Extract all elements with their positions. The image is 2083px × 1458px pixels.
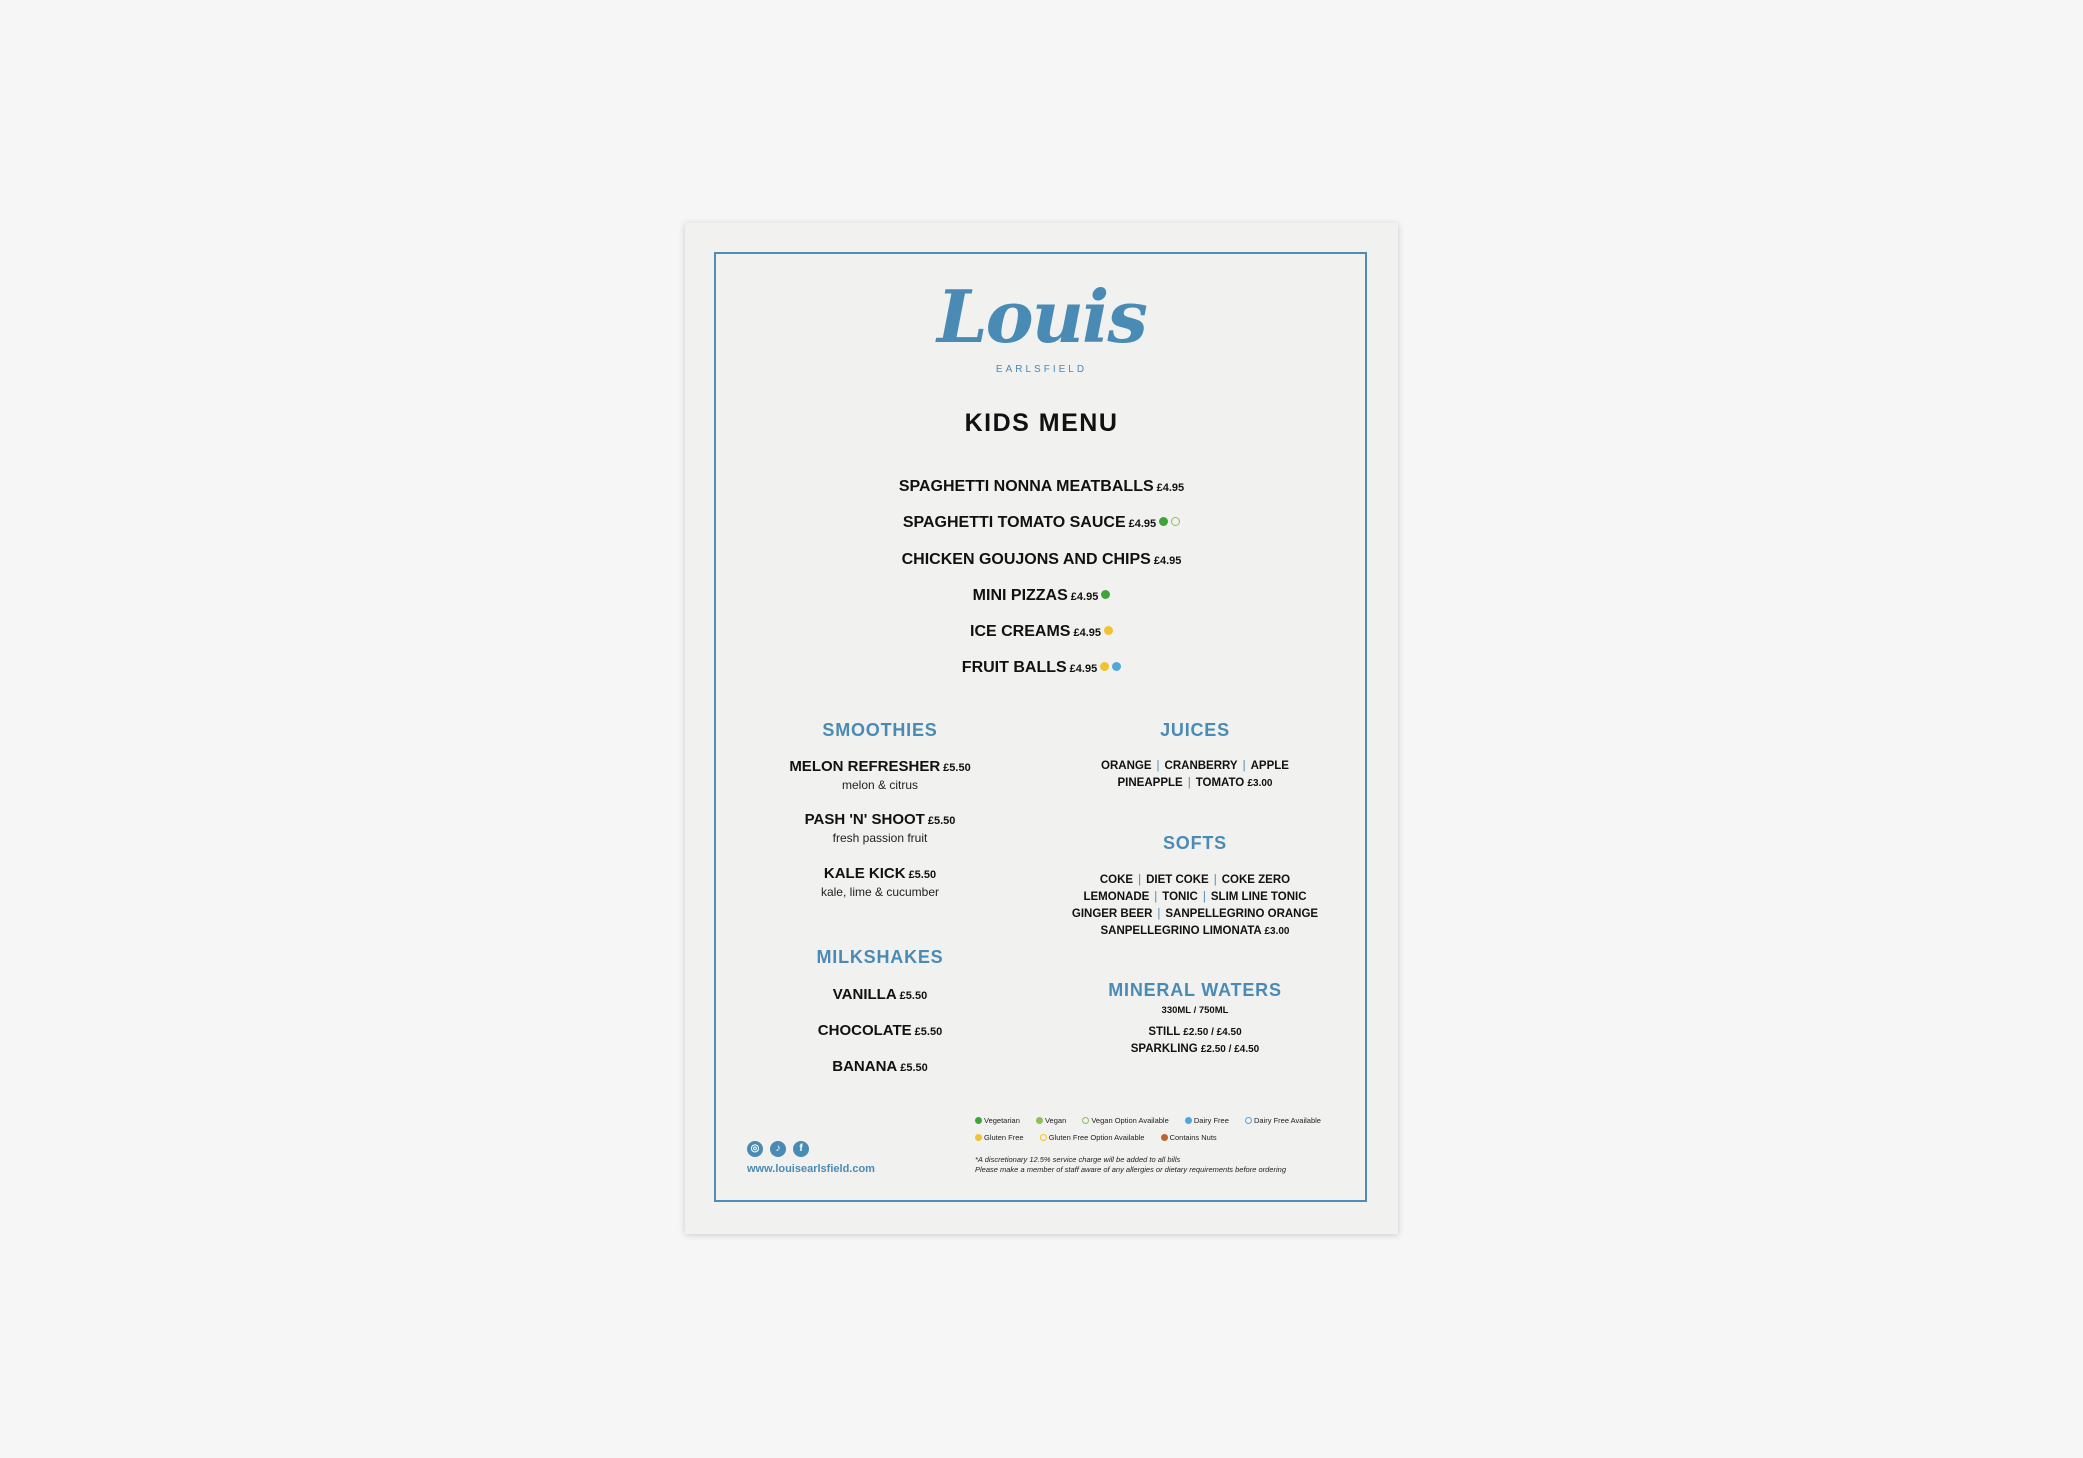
facebook-icon[interactable]: f bbox=[793, 1141, 809, 1157]
legend-label: Vegan bbox=[1044, 1116, 1067, 1125]
vegan-icon bbox=[1036, 1117, 1043, 1124]
item-name: FRUIT BALLS bbox=[961, 659, 1067, 676]
juices-line: ORANGE | CRANBERRY | APPLE bbox=[1101, 760, 1289, 772]
right-column bbox=[1040, 223, 1350, 1223]
juices-line: PINEAPPLE | TOMATO £3.00 bbox=[1117, 777, 1273, 789]
item-name: SPAGHETTI TOMATO SAUCE bbox=[902, 514, 1126, 531]
item-price: £2.50 / £4.50 bbox=[1200, 1044, 1260, 1055]
legend-label: Gluten Free bbox=[984, 1133, 1024, 1142]
item-name: MINI PIZZAS bbox=[972, 587, 1068, 604]
page-title: KIDS MENU bbox=[964, 409, 1119, 437]
social-links bbox=[747, 1138, 816, 1157]
logo-location: EARLSFIELD bbox=[995, 364, 1088, 375]
drink-name: SPARKLING bbox=[1130, 1043, 1198, 1055]
item-price: £4.95 bbox=[1156, 482, 1185, 494]
logo-wordmark: Louis bbox=[937, 274, 1146, 359]
drink-name: PINEAPPLE bbox=[1117, 777, 1183, 789]
legend-label: Contains Nuts bbox=[1169, 1133, 1217, 1142]
drink-name: DIET COKE bbox=[1146, 874, 1209, 886]
item-name: CHICKEN GOUJONS AND CHIPS bbox=[901, 551, 1151, 568]
softs-line: COKE | DIET COKE | COKE ZERO bbox=[1099, 874, 1291, 886]
drink-name: STILL bbox=[1148, 1026, 1181, 1038]
water-line bbox=[1040, 1043, 1350, 1055]
item-price: £4.95 bbox=[1070, 591, 1099, 603]
section-heading-softs: SOFTS bbox=[1162, 833, 1227, 853]
drink-name: TOMATO bbox=[1195, 777, 1245, 789]
legend-label: Gluten Free Option Available bbox=[1048, 1133, 1145, 1142]
drink-name: ORANGE bbox=[1101, 760, 1152, 772]
item-price: £5.50 bbox=[900, 1062, 928, 1074]
item-price: £4.95 bbox=[1128, 518, 1157, 530]
drink-name: SANPELLEGRINO ORANGE bbox=[1165, 908, 1319, 920]
footer-notes bbox=[975, 1155, 1286, 1175]
legend-label: Dairy Free Available bbox=[1253, 1116, 1321, 1125]
item-price: £5.50 bbox=[899, 990, 928, 1002]
item-price: £4.95 bbox=[1069, 663, 1098, 675]
list-item bbox=[750, 865, 1010, 882]
legend-label: Vegan Option Available bbox=[1091, 1116, 1169, 1125]
item-price: £4.95 bbox=[1073, 627, 1101, 639]
menu-sheet bbox=[685, 223, 1398, 1234]
left-column bbox=[750, 223, 1010, 1223]
drink-name: TONIC bbox=[1162, 891, 1198, 903]
section-heading-juices: JUICES bbox=[1160, 720, 1230, 740]
drink-name: COKE ZERO bbox=[1221, 874, 1291, 886]
item-price: £5.50 bbox=[908, 869, 937, 881]
list-item bbox=[750, 811, 1010, 828]
item-price: £2.50 / £4.50 bbox=[1183, 1027, 1242, 1038]
item-name: PASH 'N' SHOOT bbox=[804, 811, 925, 828]
softs-line bbox=[1040, 925, 1350, 937]
drink-name: SLIM LINE TONIC bbox=[1210, 891, 1307, 903]
list-item bbox=[750, 758, 1010, 775]
legend-label: Dairy Free bbox=[1193, 1116, 1229, 1125]
softs-line: GINGER BEER | SANPELLEGRINO ORANGE bbox=[1071, 908, 1319, 920]
item-name: ICE CREAMS bbox=[970, 623, 1071, 640]
gluten-free-option-icon bbox=[1040, 1134, 1047, 1141]
item-price: £5.50 bbox=[943, 762, 971, 774]
allergy-note: Please make a member of staff aware of any allergies or dietary requirements before ordering bbox=[975, 1165, 1286, 1174]
instagram-icon[interactable]: ◎ bbox=[747, 1141, 763, 1157]
softs-line: LEMONADE | TONIC | SLIM LINE TONIC bbox=[1083, 891, 1307, 903]
item-price: £3.00 bbox=[1264, 926, 1290, 937]
legend-label: Vegetarian bbox=[984, 1116, 1020, 1125]
list-item bbox=[750, 986, 1010, 1003]
contains-nuts-icon bbox=[1161, 1134, 1168, 1141]
item-name: CHOCOLATE bbox=[817, 1022, 912, 1039]
drink-name: APPLE bbox=[1250, 760, 1289, 772]
vegetarian-icon bbox=[975, 1117, 982, 1124]
item-price: £5.50 bbox=[927, 815, 956, 827]
item-name: MELON REFRESHER bbox=[789, 758, 941, 775]
item-price: £5.50 bbox=[914, 1026, 943, 1038]
website-link[interactable]: www.louisearlsfield.com bbox=[747, 1163, 875, 1175]
vegan-option-icon bbox=[1082, 1117, 1089, 1124]
drink-name: GINGER BEER bbox=[1071, 908, 1153, 920]
list-item bbox=[750, 1022, 1010, 1039]
section-heading-mineral-waters: MINERAL WATERS bbox=[1108, 980, 1282, 1000]
drink-name: LEMONADE bbox=[1083, 891, 1150, 903]
dairy-free-icon bbox=[1185, 1117, 1192, 1124]
item-description: kale, lime & cucumber bbox=[820, 885, 940, 899]
water-sizes: 330ML / 750ML bbox=[1161, 1005, 1229, 1016]
list-item bbox=[750, 1058, 1010, 1075]
dairy-free-option-icon bbox=[1245, 1117, 1252, 1124]
section-heading-milkshakes: MILKSHAKES bbox=[816, 947, 944, 967]
gluten-free-icon bbox=[975, 1134, 982, 1141]
item-description: fresh passion fruit bbox=[832, 831, 928, 845]
water-line bbox=[1040, 1026, 1350, 1038]
drink-name: COKE bbox=[1099, 874, 1134, 886]
service-charge-note: *A discretionary 12.5% service charge will be added to all bills bbox=[975, 1155, 1181, 1164]
item-name: SPAGHETTI NONNA MEATBALLS bbox=[898, 478, 1154, 495]
section-heading-smoothies: SMOOTHIES bbox=[822, 720, 938, 740]
drink-name: CRANBERRY bbox=[1164, 760, 1238, 772]
item-name: KALE KICK bbox=[823, 865, 906, 882]
tiktok-icon[interactable]: ♪ bbox=[770, 1141, 786, 1157]
drink-name: SANPELLEGRINO LIMONATA bbox=[1100, 925, 1262, 937]
item-description: melon & citrus bbox=[841, 778, 919, 792]
item-price: £3.00 bbox=[1247, 778, 1273, 789]
item-name: VANILLA bbox=[832, 986, 897, 1003]
item-price: £4.95 bbox=[1153, 555, 1182, 567]
item-name: BANANA bbox=[832, 1058, 898, 1075]
